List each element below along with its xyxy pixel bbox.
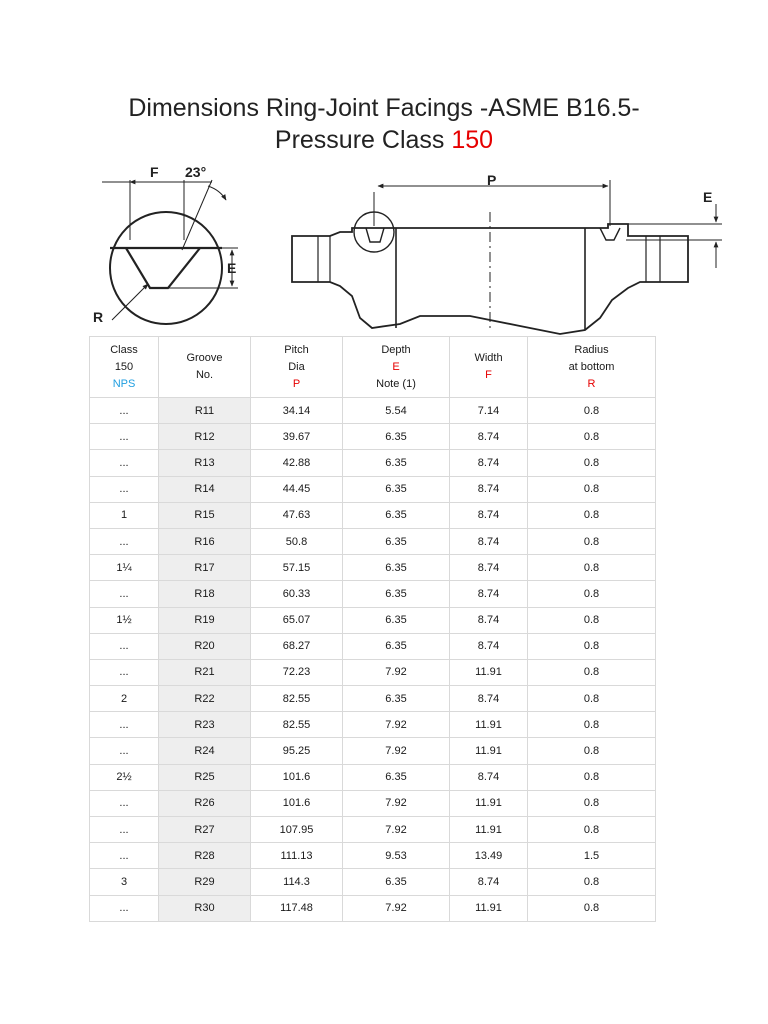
cell-depth: 6.35 [343, 528, 450, 554]
cell-width: 13.49 [450, 843, 528, 869]
dimensions-table [89, 336, 656, 922]
cell-width: 8.74 [450, 476, 528, 502]
cell-width: 8.74 [450, 450, 528, 476]
table-row [90, 790, 656, 816]
cell-radius: 0.8 [528, 869, 656, 895]
cell-radius: 0.8 [528, 712, 656, 738]
cell-groove: R15 [159, 502, 251, 528]
cell-width: 11.91 [450, 659, 528, 685]
cell-pitch: 101.6 [251, 790, 343, 816]
cell-radius: 0.8 [528, 555, 656, 581]
cell-nps: ... [90, 738, 159, 764]
cell-radius: 0.8 [528, 790, 656, 816]
cell-nps: 1½ [90, 607, 159, 633]
cell-groove: R27 [159, 817, 251, 843]
header-class: Class 150 NPS [90, 337, 159, 398]
table-row [90, 581, 656, 607]
table-row [90, 869, 656, 895]
cell-width: 8.74 [450, 555, 528, 581]
cell-depth: 6.35 [343, 555, 450, 581]
table-row [90, 450, 656, 476]
cell-radius: 0.8 [528, 424, 656, 450]
cell-pitch: 47.63 [251, 502, 343, 528]
cell-nps: ... [90, 633, 159, 659]
cell-radius: 0.8 [528, 633, 656, 659]
cell-nps: 2½ [90, 764, 159, 790]
cell-nps: ... [90, 424, 159, 450]
cell-pitch: 82.55 [251, 712, 343, 738]
cell-groove: R24 [159, 738, 251, 764]
cell-depth: 6.35 [343, 764, 450, 790]
cell-width: 8.74 [450, 581, 528, 607]
cell-nps: ... [90, 581, 159, 607]
cell-groove: R13 [159, 450, 251, 476]
ring-joint-diagram [0, 0, 768, 340]
cell-groove: R29 [159, 869, 251, 895]
cell-pitch: 65.07 [251, 607, 343, 633]
cell-depth: 6.35 [343, 869, 450, 895]
label-angle: 23° [185, 164, 207, 180]
cell-groove: R30 [159, 895, 251, 921]
cell-nps: ... [90, 895, 159, 921]
cell-pitch: 95.25 [251, 738, 343, 764]
table-row [90, 764, 656, 790]
cell-nps: ... [90, 790, 159, 816]
cell-groove: R22 [159, 686, 251, 712]
groove-detail [102, 180, 238, 324]
cell-depth: 6.35 [343, 581, 450, 607]
cell-width: 8.74 [450, 607, 528, 633]
title-line-1: Dimensions Ring-Joint Facings -ASME B16.5- [128, 94, 640, 122]
cell-groove: R19 [159, 607, 251, 633]
cell-groove: R28 [159, 843, 251, 869]
cell-depth: 7.92 [343, 659, 450, 685]
header-groove: Groove No. [159, 337, 251, 398]
cell-nps: ... [90, 528, 159, 554]
table-row [90, 633, 656, 659]
cell-nps: 3 [90, 869, 159, 895]
cell-width: 11.91 [450, 790, 528, 816]
label-f: F [150, 164, 159, 180]
cell-width: 11.91 [450, 817, 528, 843]
cell-nps: 2 [90, 686, 159, 712]
cell-width: 8.74 [450, 424, 528, 450]
cell-pitch: 57.15 [251, 555, 343, 581]
cell-depth: 6.35 [343, 633, 450, 659]
title-line-2-prefix: Pressure Class [274, 126, 452, 154]
table-row [90, 528, 656, 554]
table-row [90, 607, 656, 633]
label-e-right: E [703, 189, 713, 205]
cell-groove: R16 [159, 528, 251, 554]
cell-width: 8.74 [450, 502, 528, 528]
cell-radius: 0.8 [528, 607, 656, 633]
cell-pitch: 82.55 [251, 686, 343, 712]
table-row [90, 895, 656, 921]
table-row [90, 817, 656, 843]
cell-pitch: 34.14 [251, 398, 343, 424]
cell-radius: 0.8 [528, 686, 656, 712]
cell-pitch: 50.8 [251, 528, 343, 554]
table-row [90, 712, 656, 738]
cell-groove: R25 [159, 764, 251, 790]
cell-width: 8.74 [450, 764, 528, 790]
cell-radius: 0.8 [528, 398, 656, 424]
cell-groove: R11 [159, 398, 251, 424]
label-e-left: E [227, 260, 237, 276]
cell-width: 8.74 [450, 528, 528, 554]
cell-nps: ... [90, 817, 159, 843]
cell-radius: 0.8 [528, 528, 656, 554]
cell-pitch: 117.48 [251, 895, 343, 921]
title-pressure-class: 150 [451, 126, 494, 154]
label-p: P [487, 172, 497, 188]
cell-depth: 7.92 [343, 712, 450, 738]
flange-section [292, 180, 722, 334]
cell-depth: 6.35 [343, 686, 450, 712]
table-row [90, 398, 656, 424]
table-row [90, 555, 656, 581]
cell-groove: R23 [159, 712, 251, 738]
cell-depth: 6.35 [343, 502, 450, 528]
table-row [90, 424, 656, 450]
cell-depth: 6.35 [343, 450, 450, 476]
cell-nps: ... [90, 843, 159, 869]
cell-width: 8.74 [450, 869, 528, 895]
cell-groove: R14 [159, 476, 251, 502]
table-body [90, 398, 656, 922]
cell-nps: 1 [90, 502, 159, 528]
cell-pitch: 101.6 [251, 764, 343, 790]
cell-depth: 7.92 [343, 790, 450, 816]
cell-pitch: 114.3 [251, 869, 343, 895]
cell-groove: R17 [159, 555, 251, 581]
cell-groove: R12 [159, 424, 251, 450]
cell-nps: ... [90, 712, 159, 738]
cell-width: 11.91 [450, 738, 528, 764]
cell-groove: R18 [159, 581, 251, 607]
table-row [90, 502, 656, 528]
cell-pitch: 111.13 [251, 843, 343, 869]
header-depth: Depth E Note (1) [343, 337, 450, 398]
cell-pitch: 39.67 [251, 424, 343, 450]
cell-radius: 0.8 [528, 450, 656, 476]
cell-radius: 0.8 [528, 764, 656, 790]
cell-pitch: 72.23 [251, 659, 343, 685]
cell-radius: 0.8 [528, 581, 656, 607]
cell-depth: 5.54 [343, 398, 450, 424]
table-row [90, 843, 656, 869]
cell-width: 7.14 [450, 398, 528, 424]
cell-depth: 9.53 [343, 843, 450, 869]
cell-width: 8.74 [450, 633, 528, 659]
cell-nps: ... [90, 398, 159, 424]
cell-depth: 6.35 [343, 424, 450, 450]
cell-nps: ... [90, 476, 159, 502]
header-radius: Radius at bottom R [528, 337, 656, 398]
header-pitch: Pitch Dia P [251, 337, 343, 398]
cell-depth: 7.92 [343, 817, 450, 843]
cell-pitch: 44.45 [251, 476, 343, 502]
cell-groove: R20 [159, 633, 251, 659]
cell-depth: 6.35 [343, 607, 450, 633]
table-row [90, 686, 656, 712]
cell-pitch: 60.33 [251, 581, 343, 607]
cell-radius: 0.8 [528, 476, 656, 502]
cell-depth: 7.92 [343, 738, 450, 764]
table-row [90, 476, 656, 502]
cell-radius: 0.8 [528, 659, 656, 685]
label-r: R [93, 309, 104, 325]
cell-radius: 0.8 [528, 738, 656, 764]
cell-pitch: 42.88 [251, 450, 343, 476]
cell-width: 8.74 [450, 686, 528, 712]
cell-groove: R26 [159, 790, 251, 816]
cell-radius: 1.5 [528, 843, 656, 869]
cell-nps: ... [90, 659, 159, 685]
cell-depth: 7.92 [343, 895, 450, 921]
table-row [90, 659, 656, 685]
cell-width: 11.91 [450, 712, 528, 738]
cell-depth: 6.35 [343, 476, 450, 502]
cell-pitch: 107.95 [251, 817, 343, 843]
cell-pitch: 68.27 [251, 633, 343, 659]
cell-nps: ... [90, 450, 159, 476]
cell-groove: R21 [159, 659, 251, 685]
cell-radius: 0.8 [528, 502, 656, 528]
table-header-row [90, 337, 656, 398]
cell-nps: 1¼ [90, 555, 159, 581]
cell-width: 11.91 [450, 895, 528, 921]
header-width: Width F [450, 337, 528, 398]
table-row [90, 738, 656, 764]
cell-radius: 0.8 [528, 895, 656, 921]
cell-radius: 0.8 [528, 817, 656, 843]
